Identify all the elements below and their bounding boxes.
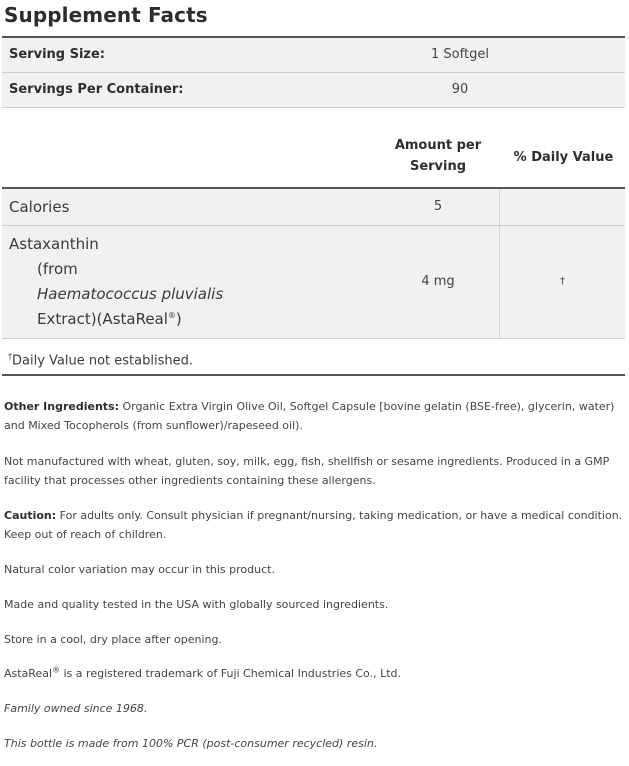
amount-per-serving-header: Amount per Serving: [394, 138, 482, 174]
panel-title: Supplement Facts: [4, 3, 208, 27]
made-in-usa-note: Made and quality tested in the USA with globally sourced ingredients.: [4, 598, 389, 611]
nutrient-name: Astaxanthin: [9, 235, 99, 253]
servings-per-container-row: [2, 73, 625, 108]
servings-per-container-value: 90: [451, 82, 469, 97]
nutrient-source-line-1: (from: [37, 260, 78, 278]
column-header-row: [2, 125, 625, 189]
serving-size-value: 1 Softgel: [431, 47, 489, 62]
column-divider: [499, 189, 500, 225]
other-ingredients-label: Other Ingredients:: [4, 400, 119, 413]
nutrient-source-line-2: Haematococcus pluvialis: [37, 285, 224, 303]
nutrient-row-astaxanthin: [2, 226, 625, 339]
servings-per-container-label: Servings Per Container:: [9, 82, 184, 97]
serving-size-row: [2, 38, 625, 73]
registered-mark: ®: [167, 311, 176, 320]
allergen-statement: Not manufactured with wheat, gluten, soy, milk, egg, fish, shellfish or sesame ingredients. Produced in a GMP facility that processes other ingredients containing these allergens.: [4, 455, 610, 487]
caution-statement: Caution: For adults only. Consult physician if pregnant/nursing, taking medication, or have a medical condition. Keep out of reach of children.: [4, 509, 623, 541]
serving-size-label: Serving Size:: [9, 47, 106, 62]
family-owned-note: Family owned since 1968.: [4, 702, 148, 715]
footnote-text: †Daily Value not established.: [8, 352, 193, 369]
nutrient-row-calories: [2, 189, 625, 226]
storage-note: Store in a cool, dry place after opening.: [4, 633, 222, 646]
other-ingredients: Other Ingredients: Organic Extra Virgin Olive Oil, Softgel Capsule [bovine gelatin (BSE-free), glycerin, water) and Mixed Tocopherols (from sunflower)/rapeseed oil).: [4, 400, 615, 432]
footnote-row: [2, 340, 625, 376]
nutrient-name-block: [9, 232, 223, 332]
daily-value-header: % Daily Value: [513, 150, 614, 165]
caution-label: Caution:: [4, 509, 57, 522]
nutrient-amount: 4 mg: [421, 274, 455, 289]
nutrient-amount: 5: [433, 199, 443, 214]
nutrient-source-line-3: Extract)(AstaReal®): [37, 310, 182, 328]
registered-mark: ®: [52, 665, 61, 675]
trademark-note: AstaReal® is a registered trademark of Fuji Chemical Industries Co., Ltd.: [4, 665, 401, 680]
nutrient-name: Calories: [9, 198, 70, 216]
dagger-mark: †: [8, 352, 12, 361]
recycled-bottle-note: This bottle is made from 100% PCR (post-consumer recycled) resin.: [4, 737, 378, 750]
color-variation-note: Natural color variation may occur in this product.: [4, 563, 275, 576]
nutrient-daily-value: †: [560, 276, 565, 287]
